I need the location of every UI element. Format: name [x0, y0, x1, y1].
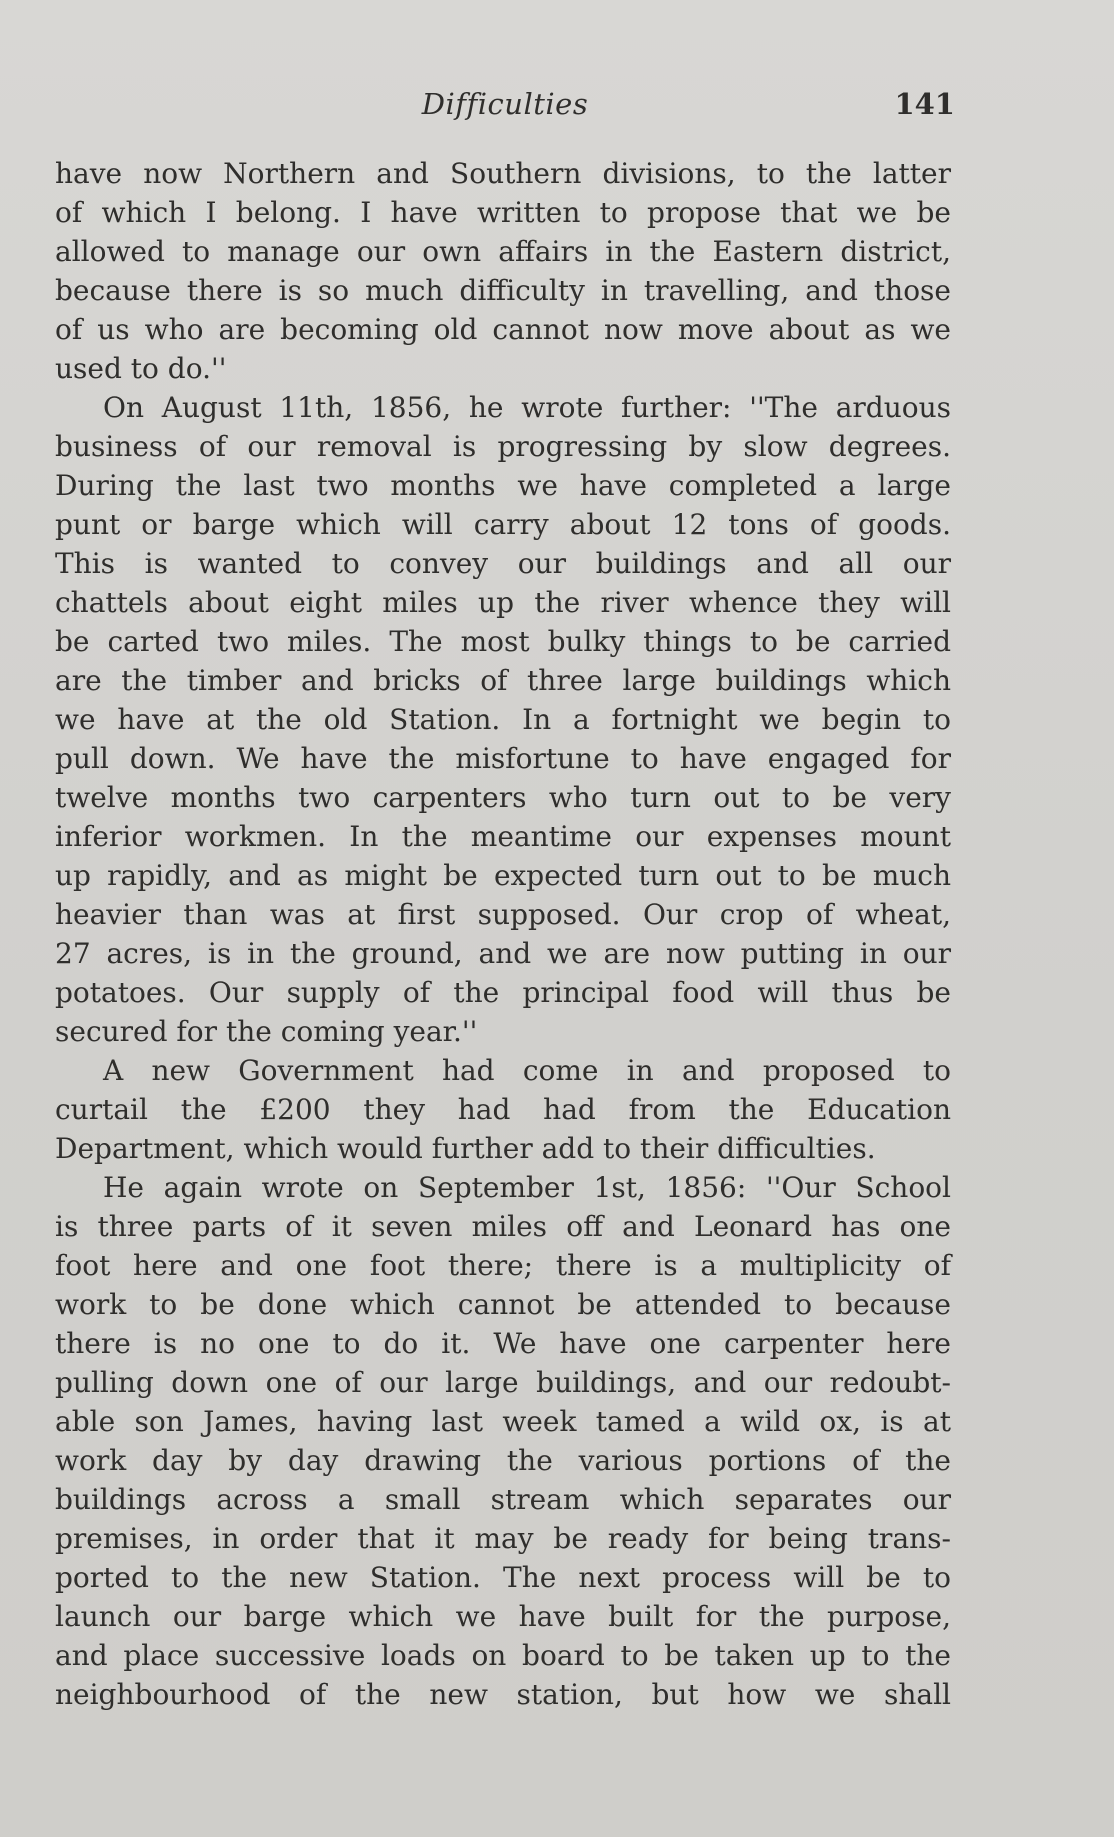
text-line: of us who are becoming old cannot now move about as we [55, 313, 951, 346]
text-line: buildings across a small stream which separates our [55, 1483, 951, 1516]
text-line: Department, which would further add to their difficulties. [55, 1132, 876, 1165]
text-line: foot here and one foot there; there is a multiplicity of [55, 1249, 951, 1282]
text-line: On August 11th, 1856, he wrote further: ''The arduous [103, 391, 951, 424]
text-line: chattels about eight miles up the river whence they will [55, 586, 951, 619]
body-text [55, 154, 951, 1714]
text-line: punt or barge which will carry about 12 tons of goods. [55, 508, 951, 541]
text-line: work day by day drawing the various portions of the [55, 1444, 951, 1477]
text-line: heavier than was at first supposed. Our crop of wheat, [55, 898, 951, 931]
text-line: work to be done which cannot be attended to because [55, 1288, 951, 1321]
text-line: be carted two miles. The most bulky things to be carried [55, 625, 951, 658]
running-title: Difficulties [421, 87, 589, 121]
text-line: because there is so much difficulty in travelling, and those [55, 274, 951, 307]
text-line: pulling down one of our large buildings, and our redoubt- [55, 1366, 951, 1399]
text-line: up rapidly, and as might be expected turn out to be much [55, 859, 951, 892]
text-line: secured for the coming year.'' [55, 1015, 478, 1048]
text-line: During the last two months we have completed a large [55, 469, 951, 502]
text-line: are the timber and bricks of three large buildings which [55, 664, 951, 697]
text-line: of which I belong. I have written to propose that we be [55, 196, 951, 229]
text-line: He again wrote on September 1st, 1856: ''Our School [103, 1171, 951, 1204]
text-line: premises, in order that it may be ready for being trans- [55, 1522, 951, 1555]
text-line: pull down. We have the misfortune to have engaged for [55, 742, 951, 775]
text-line: launch our barge which we have built for the purpose, [55, 1600, 951, 1633]
page-number: 141 [894, 87, 955, 121]
text-line: allowed to manage our own affairs in the Eastern district, [55, 235, 951, 268]
text-line: This is wanted to convey our buildings and all our [55, 547, 951, 580]
text-line: there is no one to do it. We have one carpenter here [55, 1327, 951, 1360]
text-line: and place successive loads on board to be taken up to the [55, 1639, 951, 1672]
text-line: inferior workmen. In the meantime our expenses mount [55, 820, 951, 853]
text-line: have now Northern and Southern divisions, to the latter [55, 157, 951, 190]
text-line: able son James, having last week tamed a wild ox, is at [55, 1405, 951, 1438]
text-line: neighbourhood of the new station, but how we shall [55, 1678, 951, 1711]
text-line: business of our removal is progressing by slow degrees. [55, 430, 951, 463]
text-line: ported to the new Station. The next process will be to [55, 1561, 951, 1594]
text-line: is three parts of it seven miles off and Leonard has one [55, 1210, 951, 1243]
text-line: potatoes. Our supply of the principal food will thus be [55, 976, 951, 1009]
text-line: A new Government had come in and proposed to [103, 1054, 951, 1087]
text-line: used to do.'' [55, 352, 227, 385]
text-line: twelve months two carpenters who turn out to be very [55, 781, 951, 814]
text-line: we have at the old Station. In a fortnight we begin to [55, 703, 951, 736]
text-line: curtail the £200 they had had from the Education [55, 1093, 951, 1126]
text-line: 27 acres, is in the ground, and we are now putting in our [55, 937, 951, 970]
running-header [55, 84, 955, 124]
